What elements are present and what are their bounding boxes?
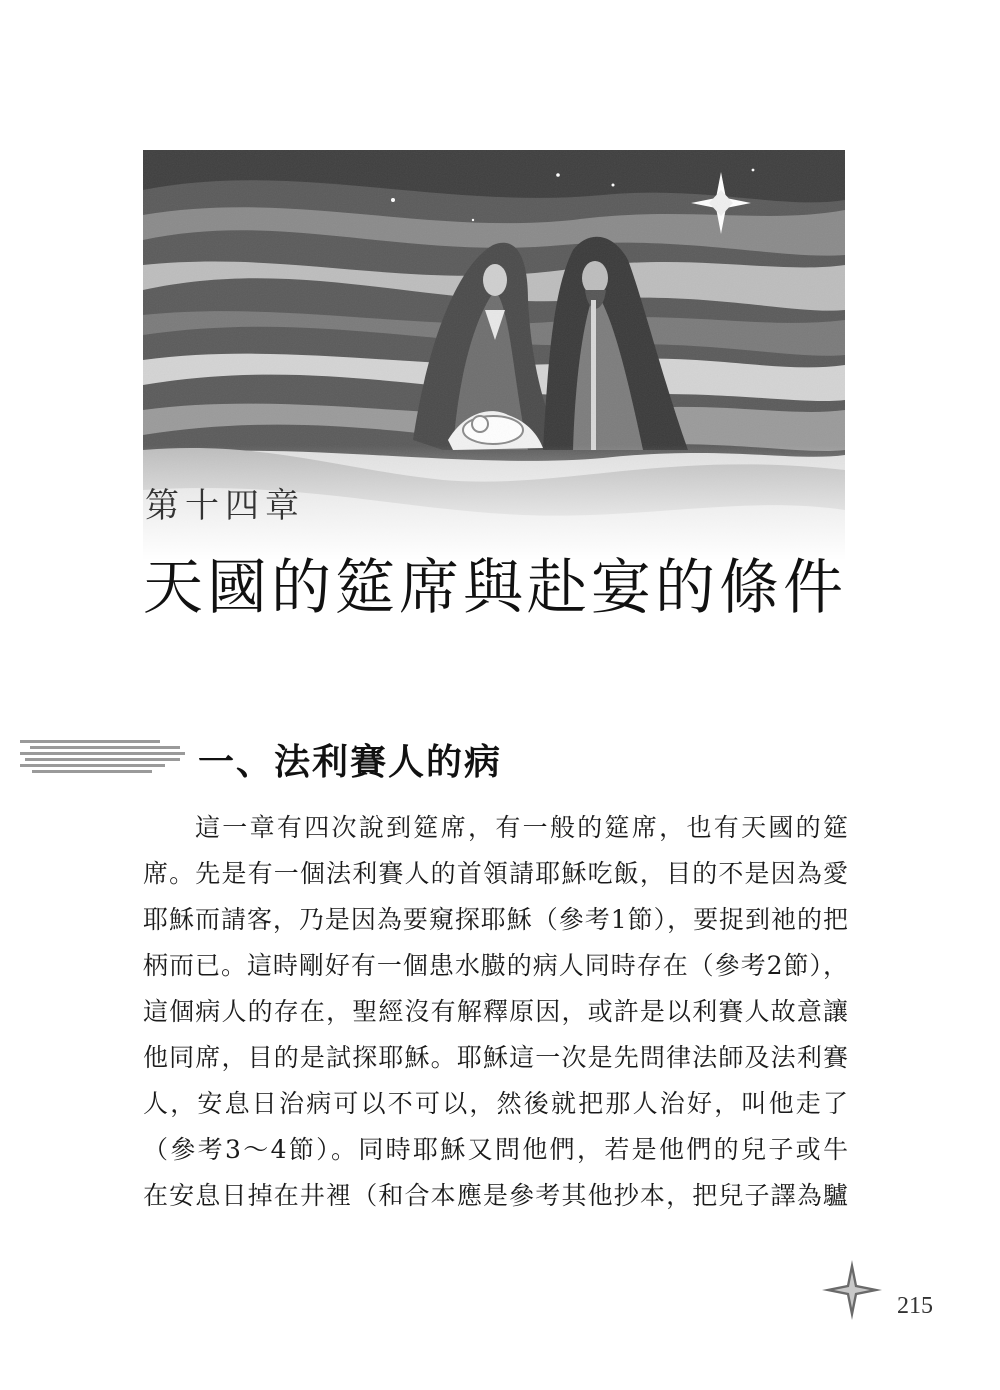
body-line: （參考3～4節）。同時耶穌又問他們，若是他們的兒子或牛: [143, 1135, 848, 1164]
body-line: 柄而已。這時剛好有一個患水臌的病人同時存在（參考2節），: [143, 951, 848, 980]
section-stripes-decoration: [20, 738, 192, 774]
body-line: 這一章有四次說到筵席，有一般的筵席，也有天國的筵: [195, 813, 848, 842]
chapter-label: 第十四章: [145, 486, 305, 526]
body-line: 這個病人的存在，聖經沒有解釋原因，或許是以利賽人故意讓: [143, 997, 848, 1026]
body-line: 他同席，目的是試探耶穌。耶穌這一次是先問律法師及法利賽: [143, 1043, 848, 1072]
body-line: 席。先是有一個法利賽人的首領請耶穌吃飯，目的不是因為愛: [143, 859, 848, 888]
body-line: 人，安息日治病可以不可以，然後就把那人治好，叫他走了: [143, 1089, 848, 1118]
chapter-title: 天國的筵席與赴宴的條件: [143, 553, 847, 623]
four-point-star-icon: [822, 1260, 882, 1320]
body-line: 在安息日掉在井裡（和合本應是參考其他抄本，把兒子譯為驢: [143, 1181, 848, 1210]
body-paragraph: [143, 805, 848, 1219]
body-line: 耶穌而請客，乃是因為要窺探耶穌（參考1節），要捉到祂的把: [143, 905, 848, 934]
section-heading: 一、法利賽人的病: [198, 741, 503, 783]
page-number: 215: [897, 1293, 933, 1319]
